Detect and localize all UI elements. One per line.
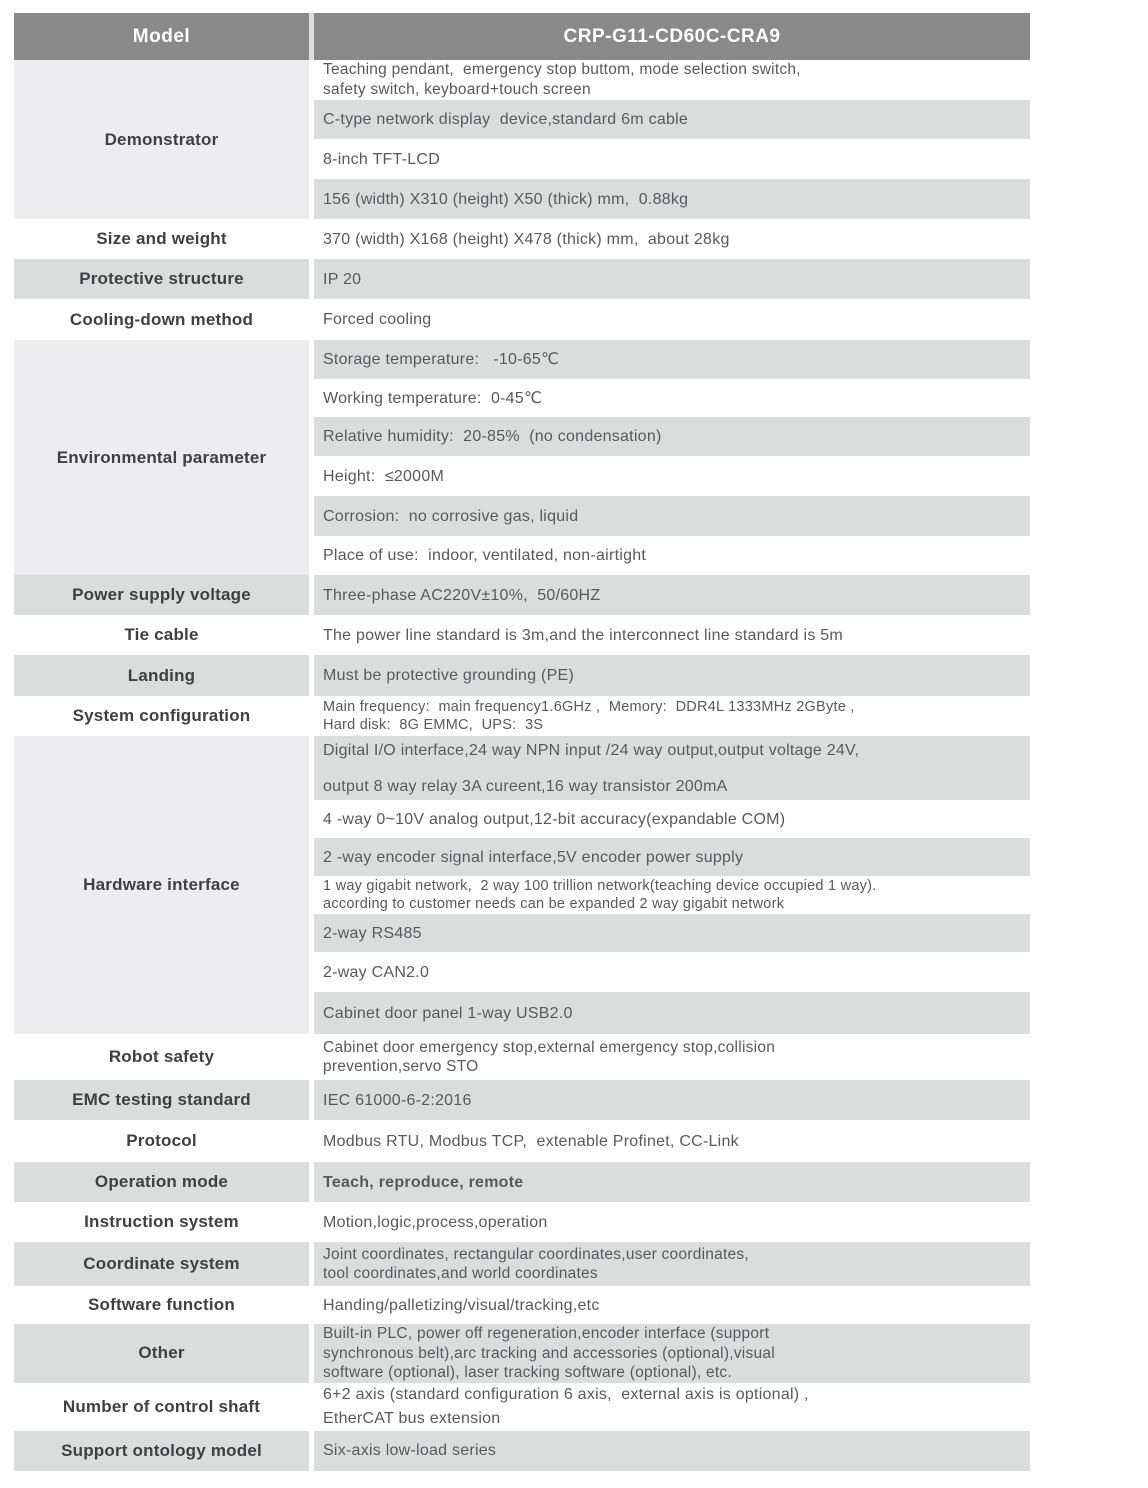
- spec-value-instruction-system: [314, 1202, 1030, 1242]
- value-line: IEC 61000-6-2:2016: [323, 1091, 472, 1109]
- spec-value-support-ontology-model: [314, 1431, 1030, 1471]
- spec-label-emc-testing-standard: EMC testing standard: [14, 1080, 314, 1120]
- spec-value-hardware-4: [314, 876, 1030, 914]
- table-row: [14, 736, 1030, 800]
- spec-label-cooling-down-method: Cooling-down method: [14, 299, 314, 340]
- model-header-label: Model: [14, 13, 314, 60]
- spec-value-landing: [314, 655, 1030, 696]
- spec-value-tie-cable: [314, 615, 1030, 655]
- value-line: Joint coordinates, rectangular coordinates,user coordinates,: [323, 1245, 749, 1263]
- value-line: Modbus RTU, Modbus TCP, extenable Profinet, CC-Link: [323, 1132, 739, 1150]
- value-line: Storage temperature: -10-65℃: [323, 351, 560, 368]
- value-line: output 8 way relay 3A cureent,16 way transistor 200mA: [323, 777, 728, 795]
- value-line: Corrosion: no corrosive gas, liquid: [323, 507, 579, 525]
- spec-label-number-of-control-shaft: Number of control shaft: [14, 1383, 314, 1431]
- spec-value-environmental-6: [314, 536, 1030, 575]
- model-header-value: CRP-G11-CD60C-CRA9: [314, 13, 1030, 60]
- spec-value-coordinate-system: [314, 1242, 1030, 1286]
- value-line: Forced cooling: [323, 311, 432, 328]
- value-line: Hard disk: 8G EMMC, UPS: 3S: [323, 717, 544, 733]
- value-line: Digital I/O interface,24 way NPN input /24 way output,output voltage 24V,: [323, 741, 860, 759]
- spec-sheet: [14, 13, 1030, 1471]
- spec-value-robot-safety: [314, 1034, 1030, 1080]
- spec-label-software-function: Software function: [14, 1286, 314, 1324]
- spec-value-environmental-5: [314, 496, 1030, 536]
- spec-value-hardware-7: [314, 992, 1030, 1034]
- value-line: Six-axis low-load series: [323, 1442, 497, 1459]
- value-line: Cabinet door emergency stop,external emergency stop,collision: [323, 1038, 776, 1056]
- value-line: Main frequency: main frequency1.6GHz , Memory: DDR4L 1333MHz 2GByte ,: [323, 699, 855, 715]
- spec-value-size-and-weight: [314, 219, 1030, 259]
- table-header-row: [14, 13, 1030, 60]
- table-row: [14, 1080, 1030, 1120]
- spec-value-hardware-5: [314, 914, 1030, 952]
- table-row: [14, 219, 1030, 259]
- table-row: [14, 1034, 1030, 1080]
- value-line: 2 -way encoder signal interface,5V encoder power supply: [323, 848, 744, 866]
- table-row: [14, 299, 1030, 340]
- spec-value-demonstrator-4: [314, 179, 1030, 219]
- spec-value-demonstrator-3: [314, 139, 1030, 179]
- spec-label-coordinate-system: Coordinate system: [14, 1242, 314, 1286]
- value-line: Must be protective grounding (PE): [323, 667, 575, 684]
- value-line: Handing/palletizing/visual/tracking,etc: [323, 1296, 600, 1314]
- table-row: [14, 1202, 1030, 1242]
- spec-value-hardware-1: [314, 736, 1030, 800]
- spec-label-size-and-weight: Size and weight: [14, 219, 314, 259]
- table-row: [14, 1242, 1030, 1286]
- spec-value-protective-structure: [314, 259, 1030, 299]
- spec-value-system-configuration: [314, 696, 1030, 736]
- spec-label-landing: Landing: [14, 655, 314, 696]
- table-row: [14, 1383, 1030, 1431]
- spec-label-robot-safety: Robot safety: [14, 1034, 314, 1080]
- table-row: [14, 1162, 1030, 1202]
- spec-value-power-supply-voltage: [314, 575, 1030, 615]
- table-row: [14, 340, 1030, 379]
- spec-value-demonstrator-2: [314, 100, 1030, 139]
- value-line: 370 (width) X168 (height) X478 (thick) mm, about 28kg: [323, 230, 730, 248]
- spec-value-emc-testing-standard: [314, 1080, 1030, 1120]
- value-line: tool coordinates,and world coordinates: [323, 1265, 598, 1282]
- spec-value-number-of-control-shaft: [314, 1383, 1030, 1431]
- spec-label-instruction-system: Instruction system: [14, 1202, 314, 1242]
- value-line: Teach, reproduce, remote: [323, 1173, 524, 1191]
- value-line: Teaching pendant, emergency stop buttom, mode selection switch,: [323, 61, 801, 78]
- spec-table: [14, 13, 1030, 1471]
- value-line: according to customer needs can be expanded 2 way gigabit network: [323, 896, 785, 912]
- value-line: The power line standard is 3m,and the interconnect line standard is 5m: [323, 626, 843, 644]
- spec-label-protective-structure: Protective structure: [14, 259, 314, 299]
- spec-label-support-ontology-model: Support ontology model: [14, 1431, 314, 1471]
- value-line: Height: ≤2000M: [323, 467, 445, 485]
- value-line: C-type network display device,standard 6m cable: [323, 111, 689, 128]
- value-line: Motion,logic,process,operation: [323, 1213, 548, 1231]
- table-row: [14, 60, 1030, 100]
- spec-label-environmental-parameter: Environmental parameter: [14, 340, 314, 575]
- spec-value-environmental-3: [314, 417, 1030, 456]
- value-line: 2-way RS485: [323, 924, 422, 942]
- spec-label-power-supply-voltage: Power supply voltage: [14, 575, 314, 615]
- value-line: 156 (width) X310 (height) X50 (thick) mm, 0.88kg: [323, 190, 689, 208]
- spec-value-operation-mode: [314, 1162, 1030, 1202]
- value-line: Place of use: indoor, ventilated, non-airtight: [323, 547, 647, 564]
- value-line: EtherCAT bus extension: [323, 1409, 501, 1427]
- table-row: [14, 1431, 1030, 1471]
- value-line: 1 way gigabit network, 2 way 100 trillion network(teaching device occupied 1 way).: [323, 878, 877, 894]
- value-line: software (optional), laser tracking software (optional), etc.: [323, 1364, 732, 1381]
- value-line: Relative humidity: 20-85% (no condensation): [323, 428, 662, 445]
- spec-value-cooling-down-method: [314, 299, 1030, 340]
- spec-label-other: Other: [14, 1324, 314, 1383]
- table-row: [14, 575, 1030, 615]
- value-line: Three-phase AC220V±10%, 50/60HZ: [323, 586, 601, 604]
- spec-value-environmental-2: [314, 379, 1030, 417]
- spec-label-demonstrator: Demonstrator: [14, 60, 314, 219]
- spec-label-operation-mode: Operation mode: [14, 1162, 314, 1202]
- value-line: safety switch, keyboard+touch screen: [323, 81, 591, 98]
- spec-value-hardware-3: [314, 838, 1030, 876]
- value-line: 8-inch TFT-LCD: [323, 150, 441, 168]
- spec-value-hardware-2: [314, 800, 1030, 838]
- spec-value-protocol: [314, 1120, 1030, 1162]
- spec-value-other: [314, 1324, 1030, 1383]
- value-line: 4 -way 0~10V analog output,12-bit accuracy(expandable COM): [323, 810, 786, 828]
- spec-label-protocol: Protocol: [14, 1120, 314, 1162]
- table-row: [14, 655, 1030, 696]
- spec-value-demonstrator-1: [314, 60, 1030, 100]
- spec-value-software-function: [314, 1286, 1030, 1324]
- value-line: 6+2 axis (standard configuration 6 axis, external axis is optional) ,: [323, 1385, 809, 1403]
- spec-label-hardware-interface: Hardware interface: [14, 736, 314, 1034]
- table-row: [14, 696, 1030, 736]
- spec-label-tie-cable: Tie cable: [14, 615, 314, 655]
- table-row: [14, 1286, 1030, 1324]
- value-line: Cabinet door panel 1-way USB2.0: [323, 1004, 573, 1022]
- value-line: synchronous belt),arc tracking and accessories (optional),visual: [323, 1344, 775, 1362]
- table-row: [14, 615, 1030, 655]
- value-line: 2-way CAN2.0: [323, 963, 430, 981]
- value-line: IP 20: [323, 270, 362, 288]
- spec-value-hardware-6: [314, 952, 1030, 992]
- table-row: [14, 259, 1030, 299]
- spec-value-environmental-1: [314, 340, 1030, 379]
- table-row: [14, 1324, 1030, 1383]
- table-row: [14, 1120, 1030, 1162]
- value-line: Working temperature: 0-45℃: [323, 389, 543, 407]
- value-line: Built-in PLC, power off regeneration,encoder interface (support: [323, 1325, 770, 1342]
- value-line: prevention,servo STO: [323, 1058, 479, 1075]
- spec-label-system-configuration: System configuration: [14, 696, 314, 736]
- spec-value-environmental-4: [314, 456, 1030, 496]
